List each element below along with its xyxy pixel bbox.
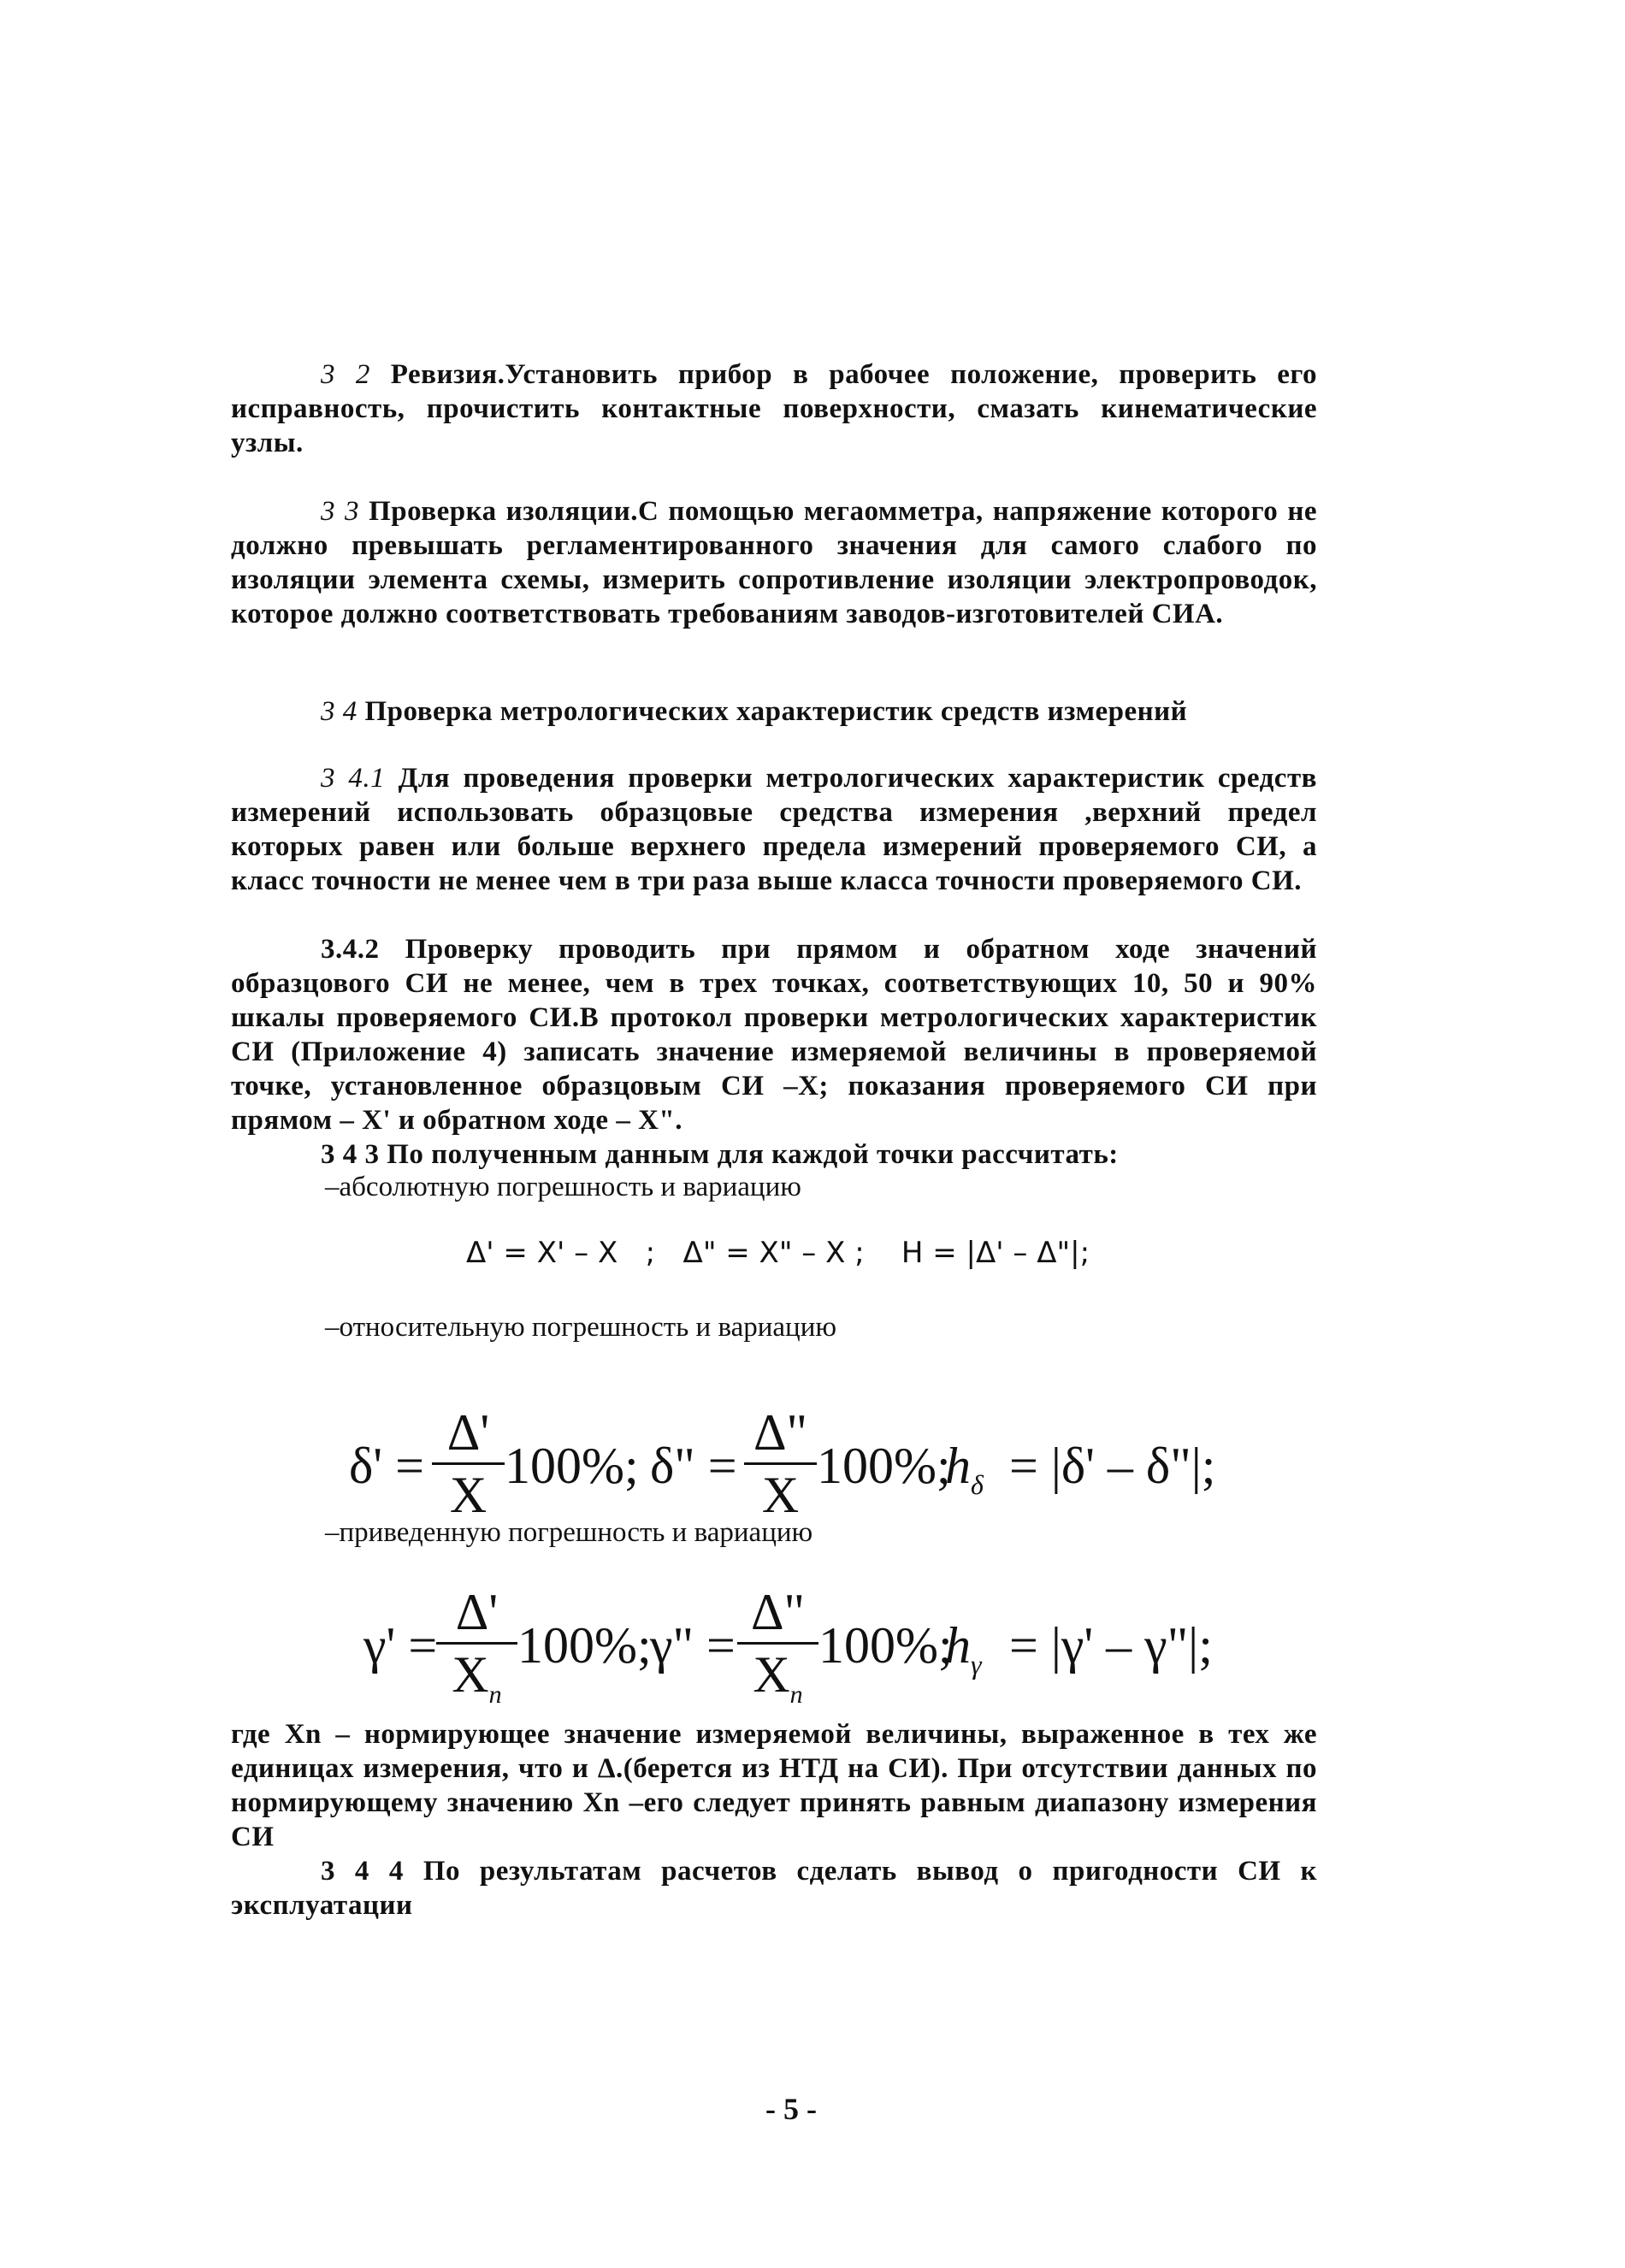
paragraph-3-3 <box>231 494 1317 631</box>
section-number: 3.4.2 <box>321 934 380 965</box>
gamma1-tail: 100%; <box>517 1617 652 1674</box>
section-text: Проверка изоляции.С помощью мегаомметра, напряжение которого не должно превышать регламентированного значения для самого слабого по изоляции элемента схемы, измерить сопротивление изоляции электропроводок, которое должно соответствовать требованиям заводов-изготовителей СИА. <box>231 496 1318 629</box>
item-reduced-error: –приведенную погрешность и вариацию <box>325 1517 813 1548</box>
fraction-delta1 <box>432 1403 505 1525</box>
fraction-numerator: Δ" <box>744 1403 817 1465</box>
den-subscript: n <box>488 1680 502 1709</box>
section-number: 3 3 <box>321 496 360 527</box>
item-absolute-error: –абсолютную погрешность и вариацию <box>325 1172 801 1202</box>
fraction-gamma1 <box>436 1582 517 1725</box>
delta1-lhs: δ' = <box>349 1438 424 1494</box>
h-delta-rhs: = |δ' – δ"|; <box>1009 1438 1216 1494</box>
section-text: По полученным данным для каждой точки рассчитать: <box>387 1139 1119 1170</box>
fraction-gamma2 <box>737 1582 818 1725</box>
h-subscript: γ <box>971 1649 982 1680</box>
den-symbol: X <box>452 1646 489 1703</box>
page-number: - 5 - <box>765 2092 817 2126</box>
fraction-denominator: X <box>761 1467 800 1523</box>
paragraph-3-4-2 <box>231 932 1317 1137</box>
paragraph-3-2 <box>231 357 1317 460</box>
formula-absolute: Δ' = X' – X ; Δ" = X" – X ; H = |Δ' – Δ"|; <box>466 1236 1090 1270</box>
section-text: Проверка метрологических характеристик средств измерений <box>364 696 1188 727</box>
section-text: Для проведения проверки метрологических характеристик средств измерений использовать образцовые средства измерения ,верхний предел которых равен или больше верхнего предела измерений проверяемого СИ, а класс точности не менее чем в три раза выше класса точности проверяемого СИ. <box>231 763 1317 896</box>
paragraph-3-4-1 <box>231 761 1317 898</box>
heading-3-4 <box>231 694 1317 729</box>
paragraph-3-4-4 <box>231 1854 1317 1922</box>
gamma2-lhs: γ" = <box>650 1617 736 1674</box>
h-symbol: h <box>945 1438 971 1494</box>
section-number: 3 4.1 <box>321 763 386 794</box>
section-number: 3 4 4 <box>321 1856 404 1887</box>
fraction-denominator <box>737 1645 818 1725</box>
delta2-tail: 100%; <box>817 1438 951 1494</box>
h-gamma <box>945 1616 982 1680</box>
den-subscript: n <box>789 1680 803 1709</box>
section-text: Ревизия.Установить прибор в рабочее положение, проверить его исправность, прочистить контактные поверхности, смазать кинематические узлы. <box>231 359 1318 458</box>
h-delta <box>945 1437 984 1501</box>
section-text: Проверку проводить при прямом и обратном ходе значений образцового СИ не менее, чем в трех точках, соответствующих 10, 50 и 90% шкалы проверяемого СИ.В протокол проверки метрологических характеристик СИ (Приложение 4) записать значение измеряемой величины в проверяемой точке, установленное образцовым СИ –Х; показания проверяемого СИ при прямом – Х' и обратном ходе – Х". <box>231 934 1318 1136</box>
note-paragraph: где Хn – нормирующее значение измеряемой величины, выраженное в тех же единицах измерения, что и Δ.(берется из НТД на СИ). При отсутствии данных по нормирующему значению Хn –его следует принять равным диапазону измерения СИ <box>231 1719 1317 1852</box>
gamma1-lhs: γ' = <box>363 1617 438 1674</box>
section-number: 3 4 <box>321 696 358 727</box>
fraction-denominator: X <box>449 1467 488 1523</box>
fraction-numerator: Δ' <box>432 1403 505 1465</box>
paragraph-3-4-3 <box>231 1137 1317 1172</box>
section-number: 3 4 3 <box>321 1139 380 1170</box>
h-symbol: h <box>945 1617 971 1674</box>
den-symbol: X <box>753 1646 790 1703</box>
fraction-numerator: Δ" <box>737 1582 818 1645</box>
gamma2-tail: 100%; <box>818 1617 953 1674</box>
section-text: По результатам расчетов сделать вывод о пригодности СИ к эксплуатации <box>231 1856 1318 1921</box>
fraction-numerator: Δ' <box>436 1582 517 1645</box>
h-subscript: δ <box>971 1469 984 1500</box>
delta1-tail: 100%; <box>505 1438 639 1494</box>
item-relative-error: –относительную погрешность и вариацию <box>325 1312 837 1343</box>
section-number: 3 2 <box>321 359 370 390</box>
h-gamma-rhs: = |γ' – γ"|; <box>1009 1617 1213 1674</box>
fraction-delta2 <box>744 1403 817 1525</box>
delta2-lhs: δ" = <box>650 1438 737 1494</box>
fraction-denominator <box>436 1645 517 1725</box>
